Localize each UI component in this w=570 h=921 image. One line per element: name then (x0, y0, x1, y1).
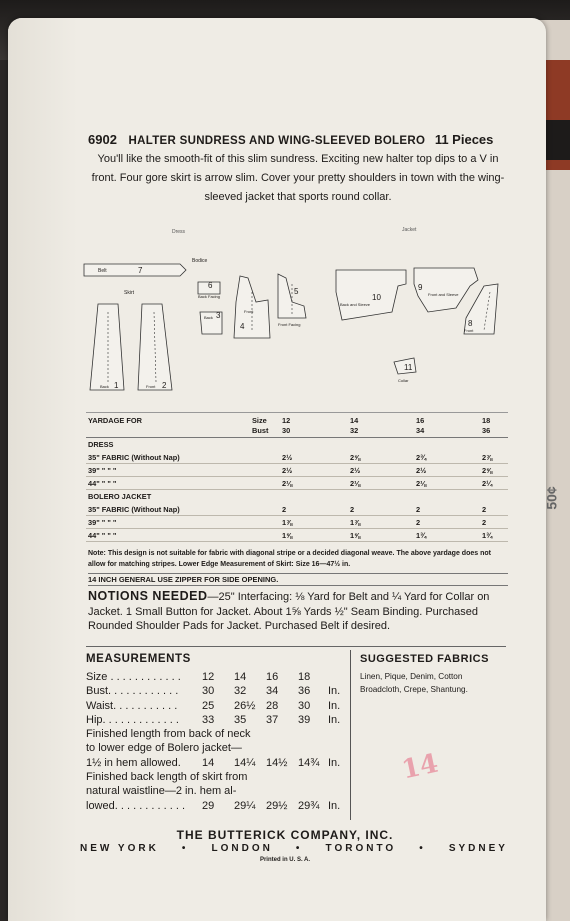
piece-1-number: 1 (114, 381, 119, 390)
piece-10-number: 10 (372, 293, 381, 302)
cell: 2½ (350, 466, 361, 475)
section-dress-name: DRESS (88, 440, 114, 449)
cell: 33 (202, 713, 215, 726)
notions-section (88, 589, 508, 634)
cell: 18 (298, 671, 311, 683)
jacket-front-sleeve-piece (414, 268, 478, 312)
cell: 28 (266, 699, 279, 712)
belt-number: 7 (138, 266, 143, 275)
city-new-york: NEW YORK (80, 843, 159, 854)
jacket-back-piece (336, 270, 406, 320)
piece-11-number: 11 (404, 363, 413, 372)
row-label: 35" FABRIC (Without Nap) (88, 453, 180, 462)
row-label: 1½ in hem allowed. (86, 756, 181, 769)
bodice-front-label: Front (244, 309, 254, 314)
section-divider (86, 646, 506, 647)
cell: 26½ (234, 699, 256, 712)
company-cities (80, 843, 508, 854)
bust-34: 34 (416, 426, 425, 435)
bolero-length-text-2 (86, 741, 356, 755)
cell: 14¾ (298, 756, 320, 769)
cell: 1⅝ (282, 531, 293, 540)
size-14: 14 (350, 416, 359, 425)
pattern-pieces-diagram (80, 222, 500, 392)
back-facing-label: Back Facing (198, 294, 221, 299)
cell: 16 (266, 671, 279, 683)
cell: 1¾ (416, 531, 427, 540)
piece-4-number: 4 (240, 322, 245, 331)
measurements-title: MEASUREMENTS (86, 653, 191, 665)
size-18: 18 (482, 416, 491, 425)
cell: 2½ (416, 466, 427, 475)
table-row (86, 464, 508, 477)
skirt-length-text-1 (86, 770, 356, 784)
suggested-fabrics-title: SUGGESTED FABRICS (360, 653, 489, 665)
unit: In. (328, 685, 341, 698)
row-label: Waist. . . . . . . . . . . (86, 699, 178, 712)
cell: 29 (202, 799, 215, 812)
piece-8-number: 8 (468, 319, 473, 328)
cell: 2 (482, 518, 487, 527)
measurements-table (86, 670, 356, 813)
yardage-title: YARDAGE FOR (88, 416, 142, 425)
piece-9-number: 9 (418, 283, 423, 292)
company-name: THE BUTTERICK COMPANY, INC. (176, 828, 394, 842)
skirt-back-label: Back (100, 384, 109, 389)
measurement-row-skirt (86, 799, 356, 813)
collar-label: Collar (398, 378, 409, 383)
cell: 12 (202, 671, 215, 683)
cell: 2½ (282, 453, 293, 462)
cell: 36 (298, 685, 311, 698)
cell: 1¾ (482, 531, 493, 540)
bullet: • (181, 843, 189, 854)
table-row (86, 451, 508, 464)
cell: 2 (482, 505, 487, 514)
suggested-fabrics-text: Linen, Pique, Denim, Cotton Broadcloth, Crepe, Shantung. (360, 672, 468, 694)
text: Finished back length of skirt from (86, 771, 248, 784)
printed-in: Printed in U. S. A. (259, 857, 311, 863)
yardage-note: Note: This design is not suitable for fabric with diagonal stripe or a decided diagonal weave. The above yardage does not allow for matching stripes. Lower Edge Measurement of Skirt: Size 16—47½ in. (88, 550, 491, 568)
row-label: 39" " " " (88, 518, 117, 527)
cell: 14 (234, 671, 247, 683)
row-label: 35" FABRIC (Without Nap) (88, 505, 180, 514)
bodice-label: Bodice (192, 258, 208, 264)
cell: 25 (202, 699, 215, 712)
bust-30: 30 (282, 426, 291, 435)
cell: 32 (234, 685, 247, 698)
unit: In. (328, 713, 341, 726)
back-sleeve-label: Back and Sleeve (340, 302, 371, 307)
jacket-front-label: Front (464, 328, 474, 333)
measurement-row-waist (86, 699, 356, 713)
piece-6-number: 6 (208, 281, 213, 290)
section-dress-heading (86, 438, 508, 451)
unit: In. (328, 699, 341, 712)
city-sydney: SYDNEY (448, 843, 508, 854)
cell: 1⅞ (350, 518, 361, 527)
row-label: Size . . . . . . . . . . . . (86, 671, 181, 683)
section-bolero-heading (86, 490, 508, 503)
text: to lower edge of Bolero jacket— (86, 742, 242, 755)
pieces-count: 11 Pieces (434, 132, 494, 147)
cell: 2¾ (416, 453, 427, 462)
skirt-length-text-2 (86, 784, 356, 798)
row-label: 44" " " " (88, 479, 117, 488)
cell: 2⅛ (350, 479, 361, 488)
row-label: 39" " " " (88, 466, 117, 475)
belt-label: Belt (98, 268, 107, 274)
size-12: 12 (282, 416, 291, 425)
cell: 2 (282, 505, 287, 514)
bodice-back-label: Back (204, 315, 213, 320)
skirt-front-label: Front (146, 384, 156, 389)
cell: 30 (202, 685, 215, 698)
piece-5-number: 5 (294, 287, 299, 296)
size-label: Size (252, 416, 267, 425)
unit: In. (328, 799, 341, 812)
cell: 1⅝ (350, 531, 361, 540)
row-label: lowed. . . . . . . . . . . . (86, 799, 186, 812)
pattern-number: 6902 (88, 132, 117, 147)
measurement-row-bust (86, 684, 356, 698)
cell: 2¼ (482, 479, 493, 488)
pattern-heading (88, 132, 508, 147)
measurement-row-bolero (86, 756, 356, 770)
cell: 2⅞ (482, 453, 493, 462)
price-mark: 50¢ (543, 486, 560, 510)
jacket-label: Jacket (402, 227, 417, 233)
cell: 2⅛ (416, 479, 427, 488)
bust-label: Bust (252, 426, 269, 435)
cell: 2⅝ (350, 453, 361, 462)
cell: 2⅝ (482, 466, 493, 475)
bust-36: 36 (482, 426, 491, 435)
dress-label: Dress (172, 229, 186, 235)
table-row (86, 516, 508, 529)
measurement-row-hip (86, 713, 356, 727)
bust-32: 32 (350, 426, 359, 435)
cell: 2 (416, 505, 421, 514)
cell: 1⅞ (282, 518, 293, 527)
cell: 37 (266, 713, 279, 726)
yardage-header-row (86, 412, 508, 438)
bullet: • (295, 843, 303, 854)
piece-3-number: 3 (216, 311, 221, 320)
yardage-table (86, 412, 508, 542)
bolero-length-text-1 (86, 727, 356, 741)
row-label: Hip. . . . . . . . . . . . . (86, 713, 179, 726)
skirt-back-piece (90, 304, 124, 390)
table-row (86, 503, 508, 516)
notions-text: —25" Interfacing: ⅛ Yard for Belt and ¼ Yard for Collar on Jacket. 1 Small Button for Jacket. About 1⅝ Yards ½" Seam Binding. Purchased Rounded Shoulder Pads for Jacket. Purchased Belt if desired. (88, 591, 490, 632)
pattern-description: You'll like the smooth-fit of this slim sundress. Exciting new halter top dips to a V in front. Four gore skirt is arrow slim. Cover your pretty shoulders in town with the wing-sleeved jacket that sports round collar. (91, 153, 505, 203)
cell: 14¼ (234, 756, 256, 769)
section-bolero-name: BOLERO JACKET (88, 492, 152, 501)
table-row (86, 529, 508, 542)
text: natural waistline—2 in. hem al- (86, 785, 237, 798)
skirt-front-piece (138, 304, 172, 390)
row-label: 44" " " " (88, 531, 117, 540)
row-label: Bust. . . . . . . . . . . . (86, 685, 179, 698)
cell: 14 (202, 756, 215, 769)
cell: 35 (234, 713, 247, 726)
front-sleeve-label: Front and Sleeve (428, 292, 459, 297)
measurement-row-size (86, 670, 356, 684)
zipper-note: 14 INCH GENERAL USE ZIPPER FOR SIDE OPENING. (88, 573, 508, 586)
pattern-title: HALTER SUNDRESS AND WING-SLEEVED BOLERO (128, 135, 426, 147)
notions-title: NOTIONS NEEDED (88, 589, 208, 603)
cell: 29½ (266, 799, 288, 812)
size-16: 16 (416, 416, 425, 425)
cell: 29¾ (298, 799, 320, 812)
city-london: LONDON (211, 843, 273, 854)
cell: 34 (266, 685, 279, 698)
cell: 39 (298, 713, 311, 726)
cell: 14½ (266, 756, 288, 769)
skirt-label: Skirt (124, 290, 134, 296)
table-row (86, 477, 508, 490)
unit: In. (328, 756, 341, 769)
city-toronto: TORONTO (325, 843, 397, 854)
piece-2-number: 2 (162, 381, 167, 390)
price-stamp: 14 (399, 748, 441, 786)
cell: 29¼ (234, 799, 256, 812)
cell: 2 (350, 505, 355, 514)
cell: 30 (298, 699, 311, 712)
cell: 2 (416, 518, 421, 527)
bullet: • (419, 843, 426, 854)
cell: 2½ (282, 466, 293, 475)
cell: 2⅛ (282, 479, 293, 488)
text: Finished length from back of neck (86, 728, 251, 741)
front-facing-label: Front Facing (278, 322, 301, 327)
